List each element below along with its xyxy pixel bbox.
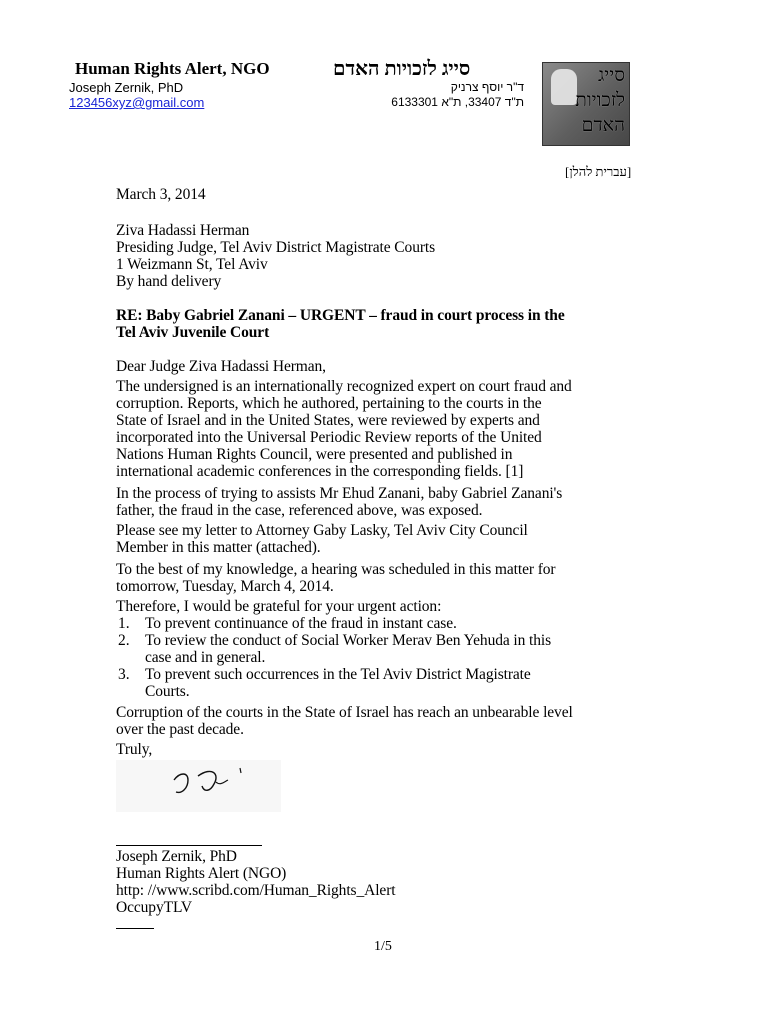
- list-item-number: 3.: [118, 666, 130, 683]
- org-name-english: Human Rights Alert, NGO: [75, 59, 270, 78]
- recipient-line: By hand delivery: [116, 273, 222, 290]
- paragraph-line: To the best of my knowledge, a hearing was scheduled in this matter for: [116, 561, 556, 578]
- hebrew-below-note: [עברית להלן]: [565, 164, 632, 179]
- org-name-hebrew: סייג לזכויות האדם: [333, 58, 471, 80]
- paragraph-line: Please see my letter to Attorney Gaby Lasky, Tel Aviv City Council: [116, 522, 528, 539]
- signature-block-line: Joseph Zernik, PhD: [116, 848, 237, 865]
- author-name-hebrew: ד"ר יוסף צרניק: [450, 80, 524, 94]
- signoff: Truly,: [116, 741, 153, 758]
- paragraph-line: corruption. Reports, which he authored, pertaining to the courts in the: [116, 395, 542, 412]
- paragraph-line: In the process of trying to assists Mr Ehud Zanani, baby Gabriel Zanani's: [116, 485, 563, 502]
- list-item: case and in general.: [145, 649, 266, 666]
- paragraph-line: Member in this matter (attached).: [116, 539, 321, 556]
- paragraph-line: incorporated into the Universal Periodic Review reports of the United: [116, 429, 542, 446]
- subject-line: Tel Aviv Juvenile Court: [116, 324, 270, 341]
- paragraph-line: State of Israel and in the United States, were reviewed by experts and: [116, 412, 540, 429]
- paragraph-line: father, the fraud in the case, referenced above, was exposed.: [116, 502, 483, 519]
- footnote-rule: [116, 928, 154, 929]
- list-item: To prevent continuance of the fraud in instant case.: [145, 615, 457, 632]
- signature-block-line: Human Rights Alert (NGO): [116, 865, 287, 882]
- email-link[interactable]: 123456xyz@gmail.com: [69, 95, 205, 110]
- paragraph-line: international academic conferences in the corresponding fields. [1]: [116, 463, 524, 480]
- handwritten-signature: [116, 760, 281, 812]
- salutation: Dear Judge Ziva Hadassi Herman,: [116, 358, 326, 375]
- list-item-number: 2.: [118, 632, 130, 649]
- list-item: To review the conduct of Social Worker Merav Ben Yehuda in this: [145, 632, 552, 649]
- signature-icon: [116, 760, 281, 812]
- signature-rule: [116, 845, 262, 846]
- address-hebrew: ת"ד 33407, ת"א 6133301: [391, 95, 524, 109]
- letter-date: March 3, 2014: [116, 186, 206, 203]
- signature-block-line: OccupyTLV: [116, 899, 193, 916]
- recipient-line: Presiding Judge, Tel Aviv District Magistrate Courts: [116, 239, 436, 256]
- subject-line: RE: Baby Gabriel Zanani – URGENT – fraud in court process in the: [116, 307, 565, 324]
- logo-text: סייג לזכויות האדם: [575, 64, 625, 136]
- list-item-number: 1.: [118, 615, 130, 632]
- recipient-line: 1 Weizmann St, Tel Aviv: [116, 256, 268, 273]
- paragraph-line: Nations Human Rights Council, were presented and published in: [116, 446, 513, 463]
- list-item: Courts.: [145, 683, 190, 700]
- paragraph-line: over the past decade.: [116, 721, 244, 738]
- signature-block-line: http: //www.scribd.com/Human_Rights_Alert: [116, 882, 396, 899]
- recipient-line: Ziva Hadassi Herman: [116, 222, 250, 239]
- org-logo: [542, 62, 630, 146]
- paragraph-line: tomorrow, Tuesday, March 4, 2014.: [116, 578, 334, 595]
- paragraph-line: The undersigned is an internationally recognized expert on court fraud and: [116, 378, 572, 395]
- page-number: 1/5: [374, 939, 392, 954]
- paragraph-line: Corruption of the courts in the State of Israel has reach an unbearable level: [116, 704, 573, 721]
- list-item: To prevent such occurrences in the Tel Aviv District Magistrate: [145, 666, 531, 683]
- author-name-english: Joseph Zernik, PhD: [69, 80, 184, 95]
- paragraph-line: Therefore, I would be grateful for your urgent action:: [116, 598, 442, 615]
